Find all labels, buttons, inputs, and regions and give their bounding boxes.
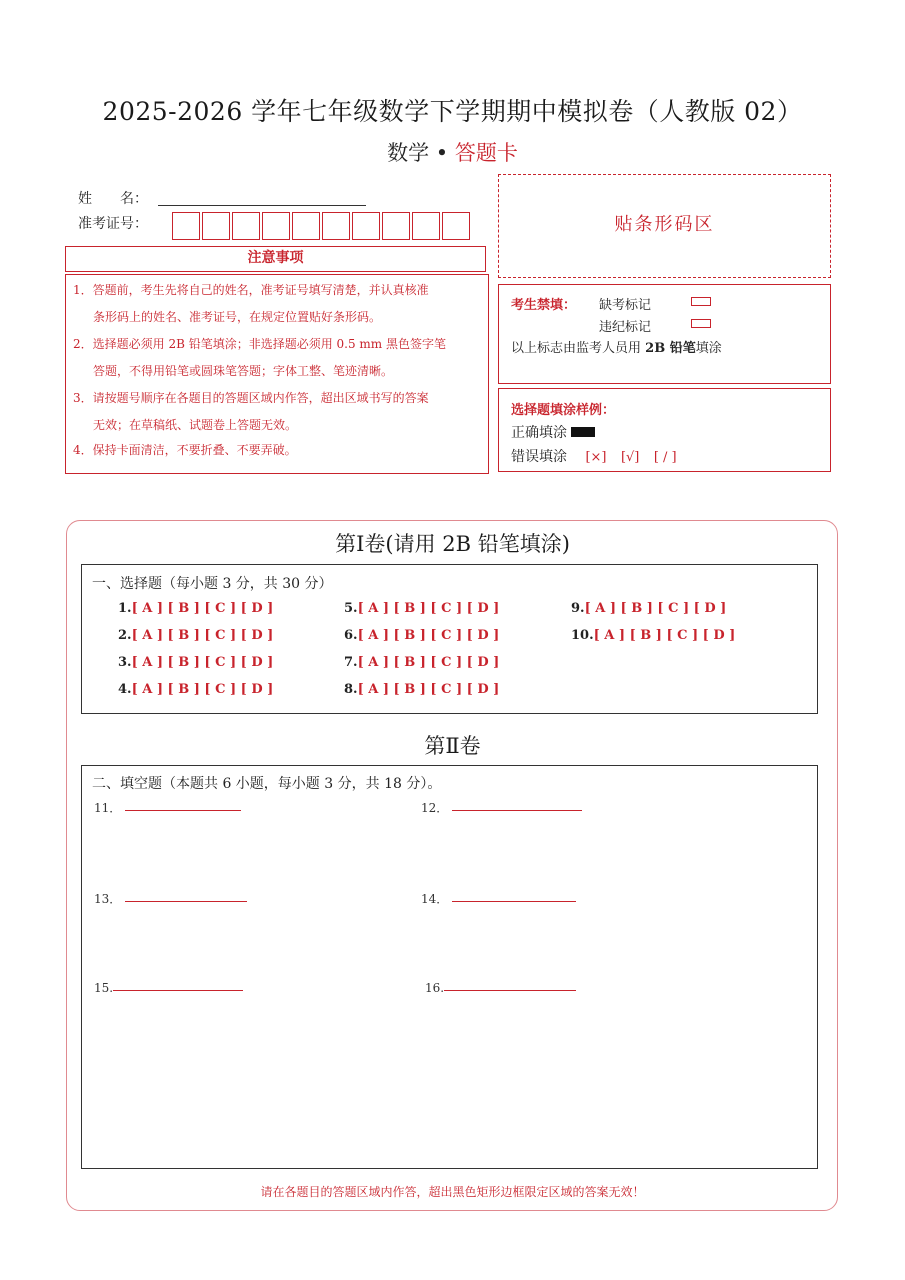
exam-id-cell[interactable] <box>412 212 440 240</box>
violation-mark-box[interactable] <box>691 319 711 328</box>
mc-options[interactable]: [ A ] [ B ] [ C ] [ D ] <box>131 655 274 670</box>
notice-item-line: 2．选择题必须用 2B 铅笔填涂；非选择题必须用 0.5 mm 黑色签字笔 <box>73 337 447 351</box>
mc-question-number: 8. <box>344 682 358 697</box>
blank-item <box>94 981 243 995</box>
mc-question-number: 2. <box>118 628 132 643</box>
mc-question[interactable] <box>344 601 499 616</box>
answer-blank[interactable] <box>452 901 576 902</box>
exam-id-cell[interactable] <box>262 212 290 240</box>
violation-mark-label: 违纪标记 <box>599 320 652 335</box>
filled-mark-icon <box>571 427 595 437</box>
barcode-label: 贴条形码区 <box>614 214 715 235</box>
mc-options[interactable]: [ A ] [ B ] [ C ] [ D ] <box>357 628 500 643</box>
notice-item <box>73 331 483 385</box>
name-field[interactable] <box>158 205 366 206</box>
correct-sample-label: 正确填涂 <box>511 425 567 441</box>
mc-question-number: 1. <box>118 601 132 616</box>
proctor-note-prefix: 以上标志由监考人员用 <box>511 341 642 356</box>
blank-number: 12． <box>421 801 449 815</box>
answer-blank[interactable] <box>125 810 241 811</box>
mc-options[interactable]: [ A ] [ B ] [ C ] [ D ] <box>357 682 500 697</box>
notice-box <box>65 274 489 474</box>
mc-question-number: 3. <box>118 655 132 670</box>
exam-id-cell[interactable] <box>382 212 410 240</box>
mc-question-number: 9. <box>571 601 585 616</box>
mc-question[interactable] <box>118 655 273 670</box>
notice-item <box>73 385 483 439</box>
notice-item-line: 4．保持卡面清洁，不要折叠、不要弄破。 <box>73 443 297 457</box>
page-subtitle <box>0 137 905 167</box>
blank-item <box>421 890 576 907</box>
mc-question[interactable] <box>118 682 273 697</box>
notice-title: 注意事项 <box>65 246 486 272</box>
wrong-mark-slash: [ / ] <box>653 450 677 465</box>
mc-question[interactable] <box>571 628 735 643</box>
proctor-note-bold: 2B 铅笔 <box>645 341 696 356</box>
blank-number: 11． <box>94 801 122 815</box>
multiple-choice-box <box>81 564 818 714</box>
exam-id-cell[interactable] <box>202 212 230 240</box>
exam-id-cell[interactable] <box>232 212 260 240</box>
blank-number: 13． <box>94 892 122 906</box>
mc-options[interactable]: [ A ] [ B ] [ C ] [ D ] <box>584 601 727 616</box>
blank-number: 15. <box>94 981 114 995</box>
page-title: 2025-2026 学年七年级数学下学期期中模拟卷（人教版 02） <box>102 97 803 126</box>
blank-item <box>421 799 582 816</box>
blank-number: 16. <box>425 981 445 995</box>
mc-question[interactable] <box>344 655 499 670</box>
mc-question-number: 6. <box>344 628 358 643</box>
blank-number: 14． <box>421 892 449 906</box>
absent-mark-label: 缺考标记 <box>599 298 652 313</box>
blank-item <box>425 981 576 995</box>
mc-question[interactable] <box>344 628 499 643</box>
correct-sample <box>511 422 595 442</box>
mc-question-number: 10. <box>571 628 594 643</box>
absent-mark-box[interactable] <box>691 297 711 306</box>
mc-options[interactable]: [ A ] [ B ] [ C ] [ D ] <box>131 682 274 697</box>
fill-section-label: 二、填空题（本题共 6 小题，每小题 3 分，共 18 分）。 <box>92 776 442 792</box>
notice-item-line: 1．答题前，考生先将自己的姓名，准考证号填写清楚，并认真核准 <box>73 283 429 297</box>
notice-item <box>73 437 483 464</box>
subtitle-subject: 数学 • <box>387 141 455 165</box>
exam-id-cell[interactable] <box>322 212 350 240</box>
mc-question[interactable] <box>118 601 273 616</box>
fill-sample-title: 选择题填涂样例： <box>511 403 616 418</box>
proctor-note-suffix: 填涂 <box>695 341 722 356</box>
mc-section-label: 一、选择题（每小题 3 分，共 30 分） <box>92 576 333 592</box>
mc-options[interactable]: [ A ] [ B ] [ C ] [ D ] <box>131 628 274 643</box>
notice-item-line: 3．请按题号顺序在各题目的答题区域内作答，超出区域书写的答案 <box>73 391 429 405</box>
exam-id-cell[interactable] <box>352 212 380 240</box>
wrong-sample <box>511 446 677 466</box>
mc-question-number: 4. <box>118 682 132 697</box>
wrong-mark-check: [√] <box>620 450 640 465</box>
fill-in-blank-box <box>81 765 818 1169</box>
exam-id-cell[interactable] <box>292 212 320 240</box>
mc-options[interactable]: [ A ] [ B ] [ C ] [ D ] <box>357 601 500 616</box>
exam-id-label: 准考证号： <box>78 216 148 232</box>
answer-blank[interactable] <box>444 990 576 991</box>
proctor-only-label: 考生禁填： <box>511 298 577 313</box>
proctor-marks-box <box>498 284 831 384</box>
notice-item <box>73 277 483 331</box>
blank-item <box>94 799 241 816</box>
answer-blank[interactable] <box>452 810 582 811</box>
mc-options[interactable]: [ A ] [ B ] [ C ] [ D ] <box>357 655 500 670</box>
notice-item-line: 条形码上的姓名、准考证号，在规定位置贴好条形码。 <box>93 310 382 324</box>
blank-item <box>94 890 247 907</box>
exam-id-cell[interactable] <box>172 212 200 240</box>
subtitle-card-label: 答题卡 <box>454 141 518 165</box>
fill-sample-box <box>498 388 831 472</box>
exam-id-boxes <box>172 212 472 240</box>
mc-question-number: 7. <box>344 655 358 670</box>
proctor-note <box>511 337 722 356</box>
name-label: 姓 名： <box>78 191 148 207</box>
notice-item-line: 答题，不得用铅笔或圆珠笔答题；字体工整、笔迹清晰。 <box>93 364 394 378</box>
mc-question[interactable] <box>344 682 499 697</box>
part1-title: 第Ⅰ卷(请用 2B 铅笔填涂) <box>335 532 570 556</box>
mc-question[interactable] <box>118 628 273 643</box>
wrong-sample-label: 错误填涂 <box>511 449 567 465</box>
wrong-mark-cross: [×] <box>585 450 607 465</box>
mc-question[interactable] <box>571 601 726 616</box>
footer-warning: 请在各题目的答题区域内作答，超出黑色矩形边框限定区域的答案无效！ <box>260 1185 645 1199</box>
mc-question-number: 5. <box>344 601 358 616</box>
mc-options[interactable]: [ A ] [ B ] [ C ] [ D ] <box>131 601 274 616</box>
part2-title: 第Ⅱ卷 <box>424 734 481 758</box>
mc-options[interactable]: [ A ] [ B ] [ C ] [ D ] <box>593 628 736 643</box>
answer-blank[interactable] <box>113 990 243 991</box>
notice-item-line: 无效；在草稿纸、试题卷上答题无效。 <box>93 418 298 432</box>
exam-id-cell[interactable] <box>442 212 470 240</box>
answer-blank[interactable] <box>125 901 247 902</box>
